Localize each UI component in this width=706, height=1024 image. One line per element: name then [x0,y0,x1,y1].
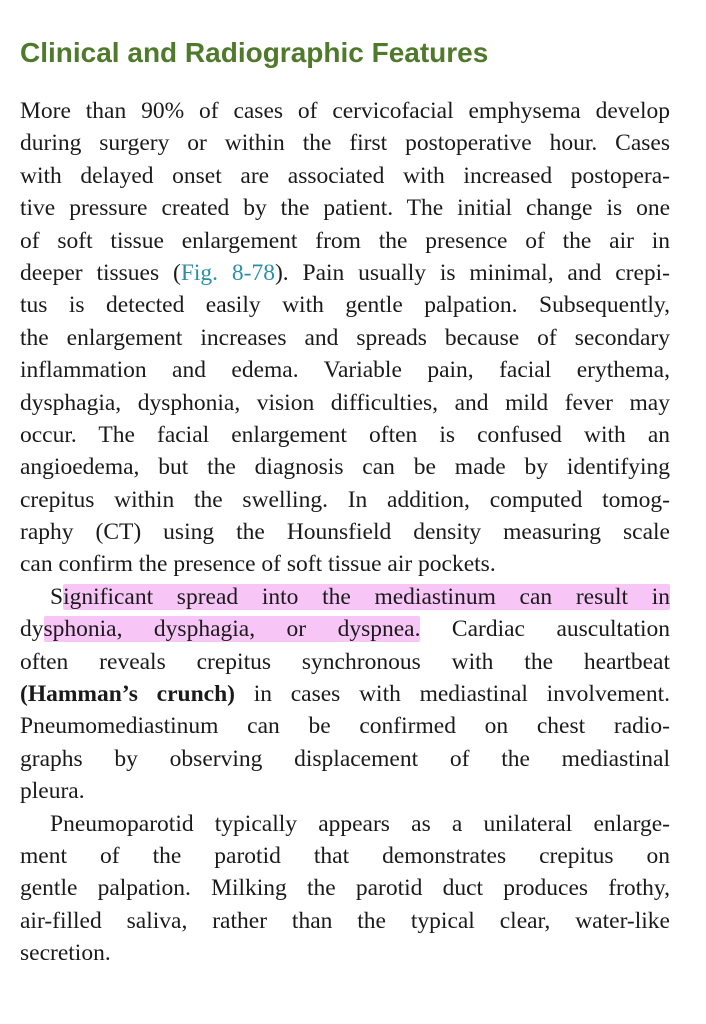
paragraph-1-line: during surgery or within the first postoperative hour. Cases [20,130,670,157]
paragraph-1-line: dysphagia, dysphonia, vision difficulties, and mild fever may [20,389,670,416]
text-run: Cardiac auscultation [420,616,670,643]
text-run: in cases with mediastinal involvement. [235,681,670,708]
highlighted-text: ignificant spread into the mediastinum can result in [63,583,670,610]
paragraph-3-line: gentle palpation. Milking the parotid duct produces frothy, [20,875,670,902]
paragraph-2-line [20,678,670,710]
paragraph-1-line: the enlargement increases and spreads because of secondary [20,324,670,351]
paragraph-1-line: raphy (CT) using the Hounsfield density measuring scale [20,519,670,546]
paragraph-1-line: can confirm the presence of soft tissue air pockets. [20,551,496,578]
text-run: S [50,583,64,610]
paragraph-2-line: Pneumomediastinum can be confirmed on chest radio- [20,713,670,740]
document-page [20,0,670,1024]
paragraph-1-line [20,257,670,289]
paragraph-2-line [20,613,670,645]
paragraph-1-line: More than 90% of cases of cervicofacial emphysema develop [20,98,670,124]
paragraph-2-line [20,581,670,613]
bold-term: (Hamman’s crunch) [20,681,235,708]
body-text [20,95,670,970]
paragraph-2-line: often reveals crepitus synchronous with the heartbeat [20,648,670,675]
paragraph-2-line: pleura. [20,778,85,805]
paragraph-3-line: air-filled saliva, rather than the typical clear, water-like [20,907,670,934]
section-heading: Clinical and Radiographic Features [20,37,489,68]
paragraph-1-line: tus is detected easily with gentle palpation. Subsequently, [20,292,670,319]
paragraph-1-line: crepitus within the swelling. In addition, computed tomog- [20,486,670,513]
paragraph-2-line: graphs by observing displacement of the mediastinal [20,745,670,772]
paragraph-1-line: tive pressure created by the patient. The initial change is one [20,195,670,222]
paragraph-1-line: inflammation and edema. Variable pain, facial erythema, [20,357,670,384]
paragraph-1-line: of soft tissue enlargement from the presence of the air in [20,227,670,254]
text-run: deeper tissues ( [20,259,181,286]
paragraph-1-line: occur. The facial enlargement often is confused with an [20,421,670,448]
paragraph-3-line: secretion. [20,940,111,967]
figure-reference-link[interactable]: Fig. 8-78 [180,259,275,286]
text-run: dy [20,616,44,643]
paragraph-1-line: angioedema, but the diagnosis can be made by identifying [20,454,670,481]
highlighted-text: sphonia, dysphagia, or dyspnea. [43,616,421,643]
text-run: ). Pain usually is minimal, and crepi- [274,259,670,286]
paragraph-3-line: Pneumoparotid typically appears as a unilateral enlarge- [50,810,670,837]
paragraph-1-line: with delayed onset are associated with increased postopera- [20,162,670,189]
paragraph-3-line: ment of the parotid that demonstrates crepitus on [20,842,670,869]
